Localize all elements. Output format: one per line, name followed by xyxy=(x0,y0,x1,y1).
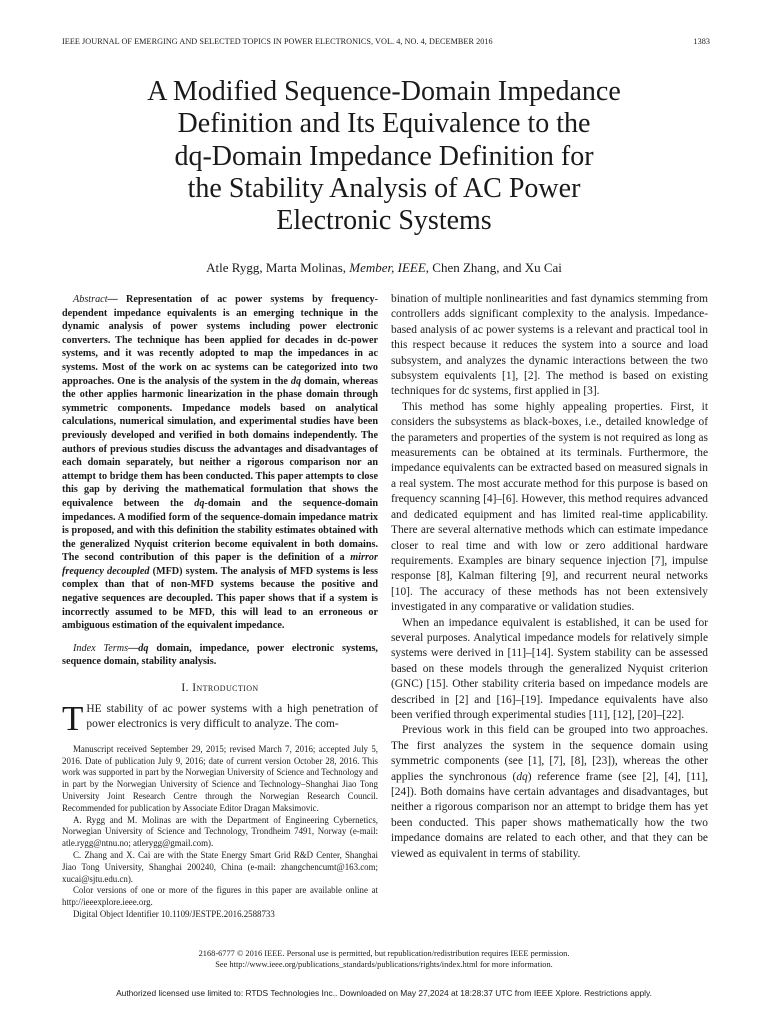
body-text: ) reference frame (see [2], [4], [11], [24]). Both domains have certain advantages and disadvantages, but neither a rigorous comparison nor an attempt to bridge them has yet been conducted. This paper shows mathematically how the two impedance domains are related to each other, and that they can be viewed as equivalent in terms of stability. xyxy=(391,770,708,860)
right-column xyxy=(391,292,708,862)
footnote-affiliation-zhang: C. Zhang and X. Cai are with the State Energy Smart Grid R&D Center, Shanghai Jiao Tong University, Shanghai 200240, China (e-mail: zhangchencumt@163.com; xucai@sjtu.edu.cn). xyxy=(62,850,378,884)
journal-name: IEEE JOURNAL OF EMERGING AND SELECTED TOPICS IN POWER ELECTRONICS, VOL. 4, NO. 4, DECEMBER 2016 xyxy=(62,37,493,46)
footnote-affiliation-rygg: A. Rygg and M. Molinas are with the Department of Engineering Cybernetics, Norwegian University of Science and Technology, Trondheim 7491, Norway (e-mail: atle.rygg@ntnu.no; atlerygg@gmail.com). xyxy=(62,814,378,849)
section-title: Introduction xyxy=(192,682,259,695)
body-paragraph xyxy=(391,723,708,862)
copyright-link-line: See http://www.ieee.org/publications_standards/publications/rights/index.html for more information. xyxy=(215,960,553,970)
running-header xyxy=(62,37,710,49)
index-terms-label: Index Terms xyxy=(73,642,129,654)
title-line: A Modified Sequence-Domain Impedance xyxy=(147,76,621,107)
footnote-manuscript: Manuscript received September 29, 2015; revised March 7, 2016; accepted July 5, 2016. Date of publication July 9, 2016; date of current version October 28, 2016. This work was supported in part by the Norwegian University of Science and Technology and in part by the Norwegian University of Science and Technology–Shanghai Jiao Tong University Joint Research Centre through the Norwegian Research Council. Recommended for publication by Associate Editor Dragan Maksimovic. xyxy=(62,743,378,813)
paper-title xyxy=(84,76,684,237)
abstract xyxy=(62,293,378,633)
author-names: Atle Rygg, Marta Molinas, xyxy=(206,260,350,275)
index-terms-dq: dq xyxy=(138,642,149,654)
footnote-doi: Digital Object Identifier 10.1109/JESTPE.2016.2588733 xyxy=(73,909,275,919)
abstract-text: -domain and the sequence-domain impedances. A modified form of the sequence-domain impedance matrix is proposed, and with this definition the stability estimates obtained with the generalized Nyquist criterion become equivalent in both domains. The second contribution of this paper is the definition of a xyxy=(62,497,378,564)
drop-cap: T xyxy=(62,699,84,739)
author-names-rest: , Chen Zhang, and Xu Cai xyxy=(425,260,562,275)
title-line: Definition and Its Equivalence to the xyxy=(177,108,591,140)
page-number: 1383 xyxy=(693,37,710,46)
body-paragraph: bination of multiple nonlinearities and fast dynamics stemming from controllers adds significant complexity to the analysis. Impedance-based analysis of ac power systems is a relevant and practical tool in this respect because it reduces the system into a source and load subsystem, and analyzes the dynamic interactions between the two subsystem equivalents [1], [2]. The method is based on existing techniques for dc systems, first applied in [3]. xyxy=(391,293,708,398)
intro-text: HE stability of ac power systems with a high penetration of power electronics is very difficult to analyze. The com- xyxy=(86,703,378,731)
footnotes xyxy=(62,744,378,921)
abstract-dq: dq xyxy=(194,497,205,509)
section-number: I. xyxy=(181,682,189,695)
index-terms-text: domain, impedance, power electronic systems, sequence domain, stability analysis. xyxy=(62,642,378,668)
body-text: Previous work in this field can be grouped into two approaches. The first analyzes the system in the sequence domain using symmetric components (see [1], [7], [8], [23]), whereas the other applies the synchronous ( xyxy=(391,724,708,783)
left-column xyxy=(62,293,378,921)
abstract-mfd-term: mirror frequency decoupled xyxy=(62,552,378,577)
intro-paragraph xyxy=(62,699,378,739)
abstract-dq: dq xyxy=(290,375,302,387)
title-line: Electronic Systems xyxy=(276,205,492,237)
member-affiliation: Member, IEEE xyxy=(349,260,426,275)
footnote-color: Color versions of one or more of the figures in this paper are available online at http://ieeexplore.ieee.org. xyxy=(62,885,378,908)
abstract-text: — Representation of ac power systems by frequency-dependent impedance equivalents is an emerging technique in the dynamic analysis of power systems including power electronic converters. The technique has been applied for decades in dc-power systems, and it was recently adopted to map the impedances in ac systems. Most of the work on ac systems can be categorized into two approaches. One is the analysis of the system in the xyxy=(62,294,378,387)
abstract-text: domain, whereas the other applies harmonic linearization in the phase domain through symmetric components. Impedance models based on analytical calculations, numerical simulation, and experimental studies have been previously developed and verified in both domains independently. The authors of previous studies discuss the advantages and disadvantages of each domain separately, but neither a rigorous comparison nor an attempt to bridge them has been conducted. This paper attempts to close this gap by deriving the mathematical formulation that shows the equivalence between the xyxy=(62,375,378,509)
body-paragraph: When an impedance equivalent is established, it can be used for several purposes. Analytical impedance models for relatively simple systems were derived in [11]–[14]. System stability can be assessed based on these models through the generalized Nyquist criterion (GNC) [15]. Other stability criteria based on impedance models are described in [2] and [16]–[19]. Impedance equivalents have also been verified through experimental studies [11], [12], [20]–[22]. xyxy=(391,616,708,721)
copyright-line: 2168-6777 © 2016 IEEE. Personal use is permitted, but republication/redistribution requires IEEE permission. xyxy=(198,949,570,958)
copyright-notice xyxy=(84,948,684,970)
author-list xyxy=(84,260,684,276)
index-terms-dash: — xyxy=(128,642,139,654)
title-line: dq-Domain Impedance Definition for xyxy=(174,140,594,172)
index-terms xyxy=(62,642,378,669)
abstract-text: (MFD) system. The analysis of MFD systems is less complex than that of non-MFD systems because the positive and negative sequences are decoupled. This paper shows that if a system is incorrectly assumed to be MFD, this will lead to an erroneous or ambiguous estimation of the equivalent impedance. xyxy=(62,565,378,632)
title-line: the Stability Analysis of AC Power xyxy=(187,172,581,204)
section-heading xyxy=(62,682,378,694)
authorized-use-notice: Authorized licensed use limited to: RTDS Technologies Inc.. Downloaded on May 27,2024 at 18:28:37 UTC from IEEE Xplore. Restrictions apply. xyxy=(116,988,652,998)
body-paragraph: This method has some highly appealing properties. First, it considers the subsystems as black-boxes, i.e., detailed knowledge of the parameters and properties of the system is not required as long as measurements can be obtained at its terminals. Furthermore, the impedance equivalents can be extracted based on measured signals in a real system. The most accurate method for this purpose is based on frequency scanning [4]–[6]. However, this method requires advanced and dedicated equipment and has limited real-time applicability. There are several alternative methods which can estimate impedance closer to real time and with low or zero additional hardware requirements. Examples are binary sequence injection [7], impulse response [8], Kalman filtering [9], and recurrent neural networks [10]. The accuracy of these methods has not been extensively investigated in any comparative or validation studies. xyxy=(391,400,708,614)
body-dq: dq xyxy=(516,770,528,783)
abstract-label: Abstract xyxy=(73,294,108,305)
